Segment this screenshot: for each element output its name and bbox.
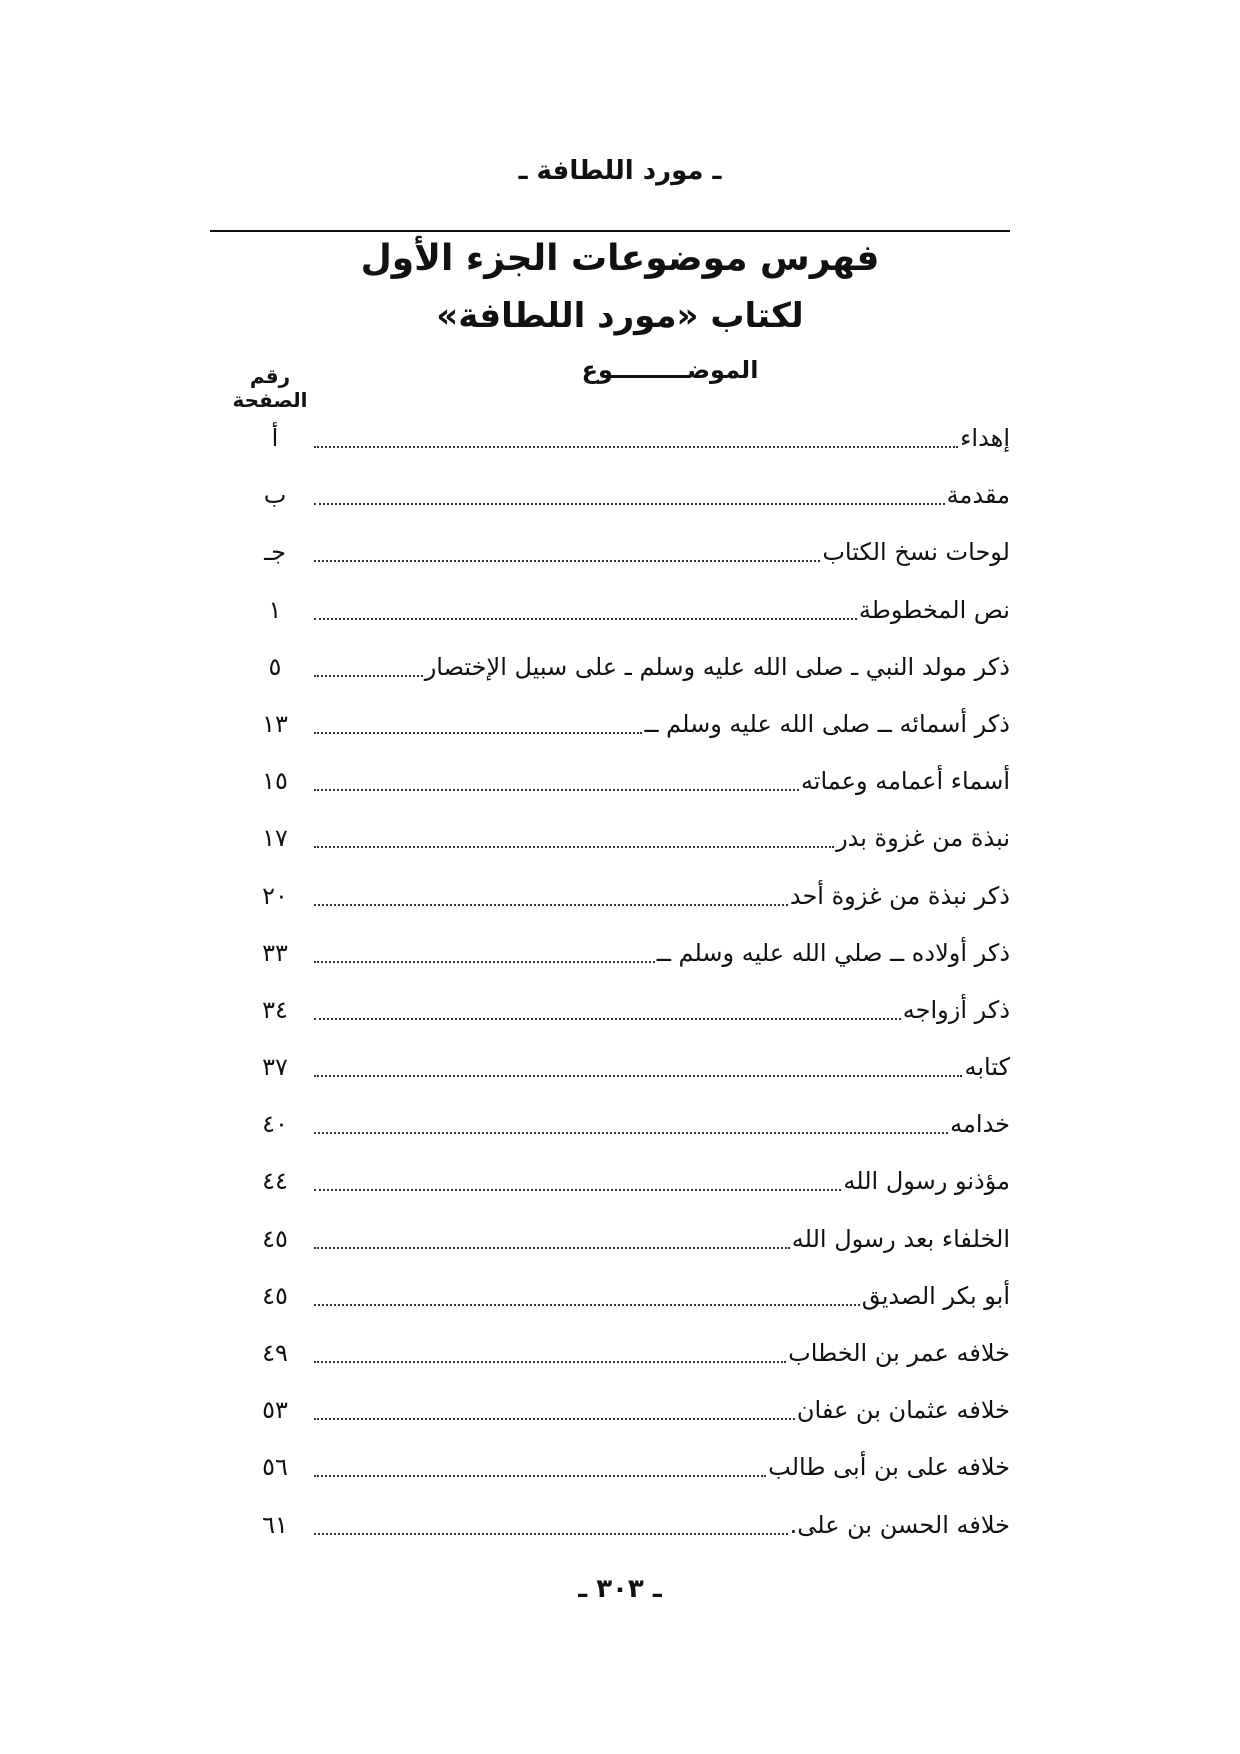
- dot-leader: [314, 481, 945, 505]
- dot-leader: [314, 596, 857, 620]
- toc-entry: [240, 882, 1010, 939]
- dot-leader: [314, 882, 788, 906]
- toc-topic: ذكر أزواجه: [902, 995, 1010, 1024]
- page-title: فهرس موضوعات الجزء الأول: [360, 238, 880, 279]
- toc-entry: [240, 1167, 1010, 1224]
- dot-leader: [314, 538, 820, 562]
- toc-topic: خلافه عثمان بن عفان: [796, 1396, 1010, 1425]
- dot-leader: [314, 996, 901, 1020]
- dot-leader: [314, 710, 642, 734]
- toc-entry: [240, 596, 1010, 653]
- toc-topic: إهداء: [960, 424, 1010, 452]
- toc-page-number: ٤٠: [262, 1110, 288, 1139]
- toc-page-number: ب: [263, 481, 287, 510]
- dot-leader: [314, 1282, 860, 1306]
- toc-entry: [240, 996, 1010, 1053]
- toc-entry: [240, 1225, 1010, 1282]
- toc-topic: نبذة من غزوة بدر: [836, 824, 1010, 853]
- toc-entry: [240, 767, 1010, 824]
- dot-leader: [314, 1396, 795, 1420]
- dot-leader: [314, 1453, 766, 1477]
- toc-page-number: ٥: [268, 652, 282, 681]
- toc-page-number: ٤٥: [262, 1224, 288, 1253]
- toc-entry: [240, 1110, 1010, 1167]
- toc-entry: [240, 824, 1010, 881]
- toc-entry: [240, 1339, 1010, 1396]
- toc-page-number: ٣٧: [262, 1053, 288, 1082]
- toc-entry: [240, 1396, 1010, 1453]
- toc-topic: نص المخطوطة: [858, 595, 1010, 624]
- toc-page-number: ٤٥: [262, 1281, 288, 1310]
- toc-page-number: ٣٣: [262, 938, 288, 967]
- toc-topic: مقدمة: [946, 481, 1010, 510]
- toc-topic: خلافه عمر بن الخطاب: [788, 1339, 1010, 1367]
- toc-topic: مؤذنو رسول الله: [843, 1167, 1010, 1196]
- dot-leader: [314, 1167, 841, 1191]
- dot-leader: [314, 1225, 790, 1249]
- toc-page-number: ٦١: [262, 1510, 288, 1539]
- toc-entry: [240, 538, 1010, 595]
- toc-page-number: ٢٠: [262, 881, 288, 910]
- toc-entry: [240, 1282, 1010, 1339]
- toc-topic: أسماء أعمامه وعماته: [800, 767, 1010, 796]
- toc-page-number: ٥٣: [262, 1396, 288, 1425]
- running-head: ـ مورد اللطافة ـ: [518, 156, 722, 186]
- toc-entry: [240, 653, 1010, 710]
- dot-leader: [314, 424, 958, 448]
- toc-entry: [240, 710, 1010, 767]
- toc-topic: الخلفاء بعد رسول الله: [791, 1224, 1010, 1253]
- toc-entry: [240, 939, 1010, 996]
- toc-entry: [240, 1511, 1010, 1568]
- toc-page-number: أ: [271, 424, 279, 452]
- toc-page-number: ٣٤: [262, 995, 288, 1024]
- toc-topic: ذكر نبذة من غزوة أحد: [789, 881, 1010, 910]
- toc-entry: [240, 1053, 1010, 1110]
- toc-topic: لوحات نسخ الكتاب: [822, 538, 1010, 567]
- dot-leader: [314, 653, 423, 677]
- toc-topic: أبو بكر الصديق: [861, 1281, 1010, 1310]
- toc-page-number: ١٥: [262, 767, 288, 796]
- table-of-contents: [240, 424, 1010, 1554]
- toc-page-number: ١٧: [262, 824, 288, 853]
- page-subtitle: لكتاب «مورد اللطافة»: [436, 296, 804, 336]
- toc-page-number: ٤٤: [262, 1167, 288, 1196]
- dot-leader: [314, 939, 655, 963]
- toc-topic: ذكر أسمائه ــ صلى الله عليه وسلم ــ: [644, 709, 1010, 738]
- toc-entry: [240, 481, 1010, 538]
- dot-leader: [314, 1511, 788, 1535]
- toc-page-number: جـ: [264, 538, 286, 567]
- toc-topic: كتابه: [964, 1053, 1010, 1082]
- toc-topic: ذكر مولد النبي ـ صلى الله عليه وسلم ـ على سبيل الإختصار: [424, 652, 1010, 681]
- toc-page-number: ٤٩: [262, 1339, 288, 1367]
- header-rule: [210, 230, 1010, 232]
- toc-topic: خدامه: [950, 1110, 1010, 1139]
- toc-page-number: ١: [268, 595, 282, 624]
- toc-page-number: ١٣: [262, 709, 288, 738]
- page-number: ـ ٣٠٣ ـ: [578, 1574, 662, 1604]
- toc-topic: ذكر أولاده ــ صلي الله عليه وسلم ــ: [656, 938, 1010, 967]
- dot-leader: [314, 1110, 948, 1134]
- dot-leader: [314, 767, 799, 791]
- toc-entry: [240, 1453, 1010, 1510]
- column-header-topic: الموضـــــــــوع: [581, 356, 759, 384]
- toc-topic: خلافه الحسن بن على.: [789, 1510, 1010, 1539]
- dot-leader: [314, 824, 834, 848]
- dot-leader: [314, 1339, 786, 1363]
- toc-page-number: ٥٦: [262, 1453, 288, 1482]
- toc-entry: [240, 424, 1010, 481]
- column-header-page: رقم الصفحة: [232, 364, 308, 412]
- toc-topic: خلافه على بن أبى طالب: [768, 1453, 1010, 1482]
- dot-leader: [314, 1053, 962, 1077]
